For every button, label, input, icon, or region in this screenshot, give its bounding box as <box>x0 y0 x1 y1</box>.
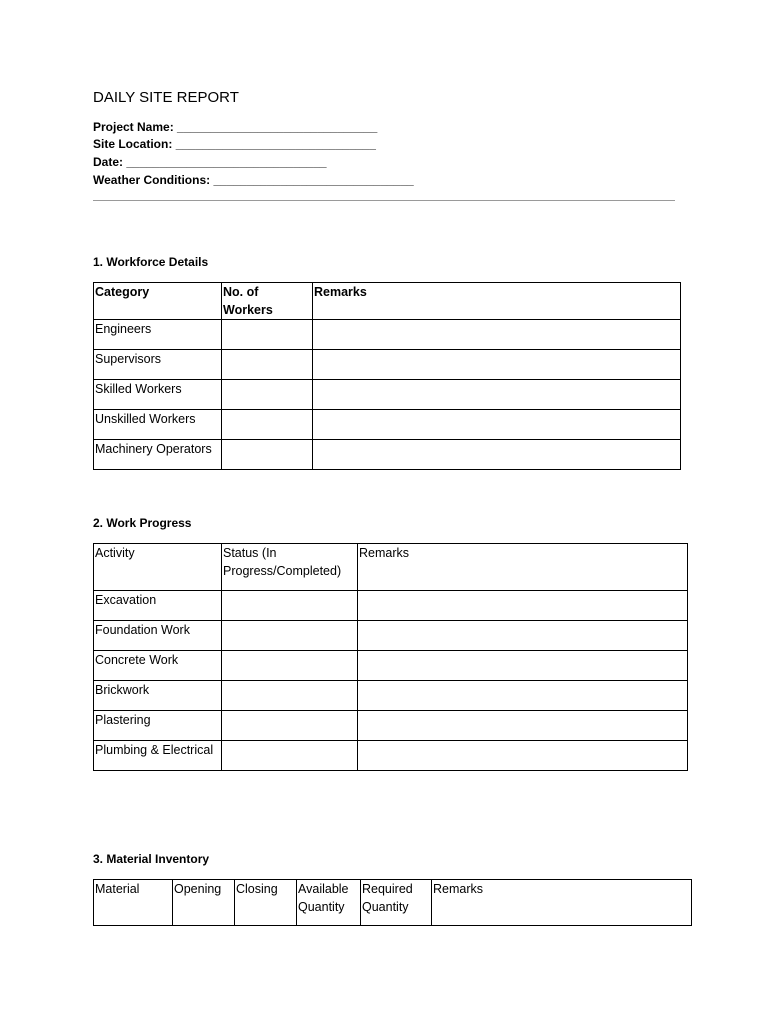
status-cell[interactable] <box>222 621 358 651</box>
column-header: Material <box>94 880 173 926</box>
weather-conditions-blank[interactable]: ______________________________ <box>213 173 414 187</box>
activity-cell: Excavation <box>94 591 222 621</box>
category-cell: Skilled Workers <box>94 380 222 410</box>
remarks-cell[interactable] <box>358 711 688 741</box>
column-header: Available Quantity <box>297 880 361 926</box>
column-header: Opening <box>173 880 235 926</box>
status-cell[interactable] <box>222 591 358 621</box>
workers-count-cell[interactable] <box>222 440 313 470</box>
remarks-cell[interactable] <box>313 320 681 350</box>
table-row <box>94 320 681 350</box>
status-cell[interactable] <box>222 741 358 771</box>
table-row <box>94 651 688 681</box>
workers-count-cell[interactable] <box>222 350 313 380</box>
work-progress-table <box>93 543 688 771</box>
site-location-blank[interactable]: ______________________________ <box>175 137 376 151</box>
remarks-cell[interactable] <box>358 681 688 711</box>
column-header: Closing <box>235 880 297 926</box>
column-header: Required Quantity <box>361 880 432 926</box>
remarks-cell[interactable] <box>358 651 688 681</box>
column-header: Category <box>94 283 222 320</box>
category-cell: Unskilled Workers <box>94 410 222 440</box>
workforce-table <box>93 282 681 470</box>
project-name-blank[interactable]: ______________________________ <box>177 120 378 134</box>
status-cell[interactable] <box>222 681 358 711</box>
table-row <box>94 440 681 470</box>
workforce-heading: 1. Workforce Details <box>93 255 209 269</box>
activity-cell: Plumbing & Electrical <box>94 741 222 771</box>
category-cell: Engineers <box>94 320 222 350</box>
remarks-cell[interactable] <box>358 621 688 651</box>
column-header: Remarks <box>313 283 681 320</box>
column-header: Status (In Progress/Completed) <box>222 544 358 591</box>
date-blank[interactable]: ______________________________ <box>126 155 327 169</box>
table-row <box>94 410 681 440</box>
material-inventory-heading: 3. Material Inventory <box>93 852 210 866</box>
workers-count-cell[interactable] <box>222 410 313 440</box>
table-header-row <box>94 544 688 591</box>
remarks-cell[interactable] <box>358 741 688 771</box>
table-row <box>94 741 688 771</box>
material-inventory-table <box>93 879 692 926</box>
table-row <box>94 681 688 711</box>
site-location-label: Site Location: <box>93 137 173 151</box>
table-header-row <box>94 880 692 926</box>
column-header: Activity <box>94 544 222 591</box>
work-progress-heading: 2. Work Progress <box>93 516 192 530</box>
activity-cell: Plastering <box>94 711 222 741</box>
activity-cell: Brickwork <box>94 681 222 711</box>
project-name-label: Project Name: <box>93 120 174 134</box>
table-row <box>94 711 688 741</box>
table-header-row <box>94 283 681 320</box>
status-cell[interactable] <box>222 651 358 681</box>
weather-conditions-field[interactable] <box>93 173 414 187</box>
column-header: No. of Workers <box>222 283 313 320</box>
project-name-field[interactable] <box>93 120 377 134</box>
date-field[interactable] <box>93 155 327 169</box>
workers-count-cell[interactable] <box>222 320 313 350</box>
table-row <box>94 621 688 651</box>
workers-count-cell[interactable] <box>222 380 313 410</box>
header-divider <box>93 200 675 201</box>
remarks-cell[interactable] <box>313 380 681 410</box>
category-cell: Supervisors <box>94 350 222 380</box>
report-title: DAILY SITE REPORT <box>93 89 239 106</box>
date-label: Date: <box>93 155 124 169</box>
remarks-cell[interactable] <box>313 440 681 470</box>
table-row <box>94 350 681 380</box>
table-row <box>94 591 688 621</box>
status-cell[interactable] <box>222 711 358 741</box>
site-location-field[interactable] <box>93 137 376 151</box>
column-header: Remarks <box>432 880 692 926</box>
activity-cell: Foundation Work <box>94 621 222 651</box>
remarks-cell[interactable] <box>313 410 681 440</box>
activity-cell: Concrete Work <box>94 651 222 681</box>
weather-conditions-label: Weather Conditions: <box>93 173 211 187</box>
remarks-cell[interactable] <box>358 591 688 621</box>
remarks-cell[interactable] <box>313 350 681 380</box>
category-cell: Machinery Operators <box>94 440 222 470</box>
table-row <box>94 380 681 410</box>
column-header: Remarks <box>358 544 688 591</box>
